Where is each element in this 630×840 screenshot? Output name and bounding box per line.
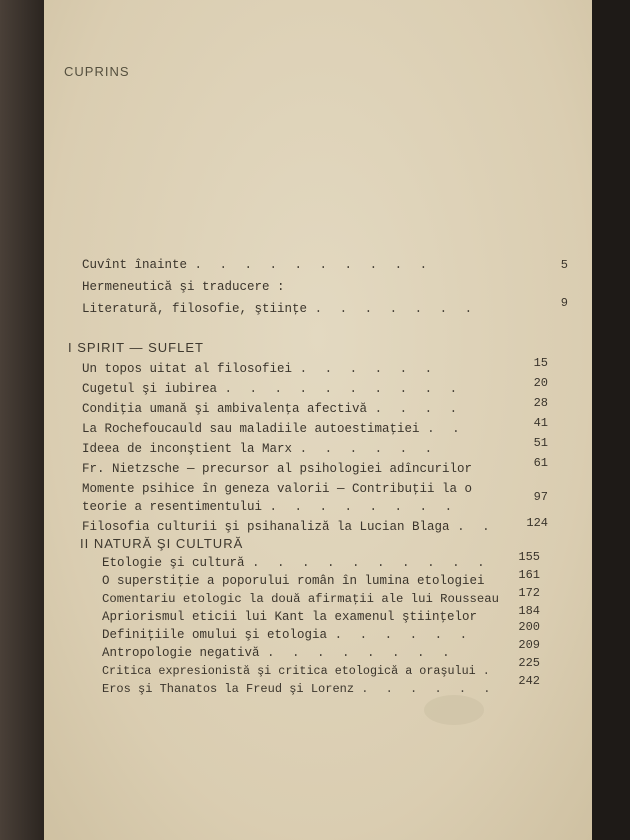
toc-entry-dots: . . . . . . — [361, 682, 496, 696]
toc-entry-page: 200 — [518, 620, 540, 634]
toc-entry-dots: . . . . . . — [334, 628, 473, 642]
toc-entry-title: Fr. Nietzsche — precursor al psihologiei adîncurilor — [82, 462, 473, 476]
toc-entry-dots: . . . . . . . . . . — [252, 556, 490, 570]
toc-entry-page: 225 — [518, 656, 540, 670]
book-page — [44, 0, 592, 840]
toc-entry — [82, 482, 472, 496]
toc-entry-page: 9 — [560, 296, 568, 310]
toc-entry — [82, 462, 472, 476]
toc-entry-dots: . . . . . . — [299, 442, 438, 456]
toc-entry-dots: . . . . . . — [299, 362, 438, 376]
toc-entry-title: teorie a resentimentului — [82, 500, 263, 514]
toc-entry — [102, 682, 495, 696]
toc-entry-dots: . . . . . . . — [314, 302, 478, 316]
toc-entry-title: Momente psihice în geneza valorii — Contribuţii la o — [82, 482, 473, 496]
toc-entry-title: Etologie şi cultură — [102, 556, 245, 570]
toc-entry-page: 61 — [533, 456, 548, 470]
toc-entry-dots: . . — [457, 520, 495, 534]
toc-entry — [82, 382, 462, 396]
toc-entry — [102, 592, 499, 606]
toc-entry-title: Critica expresionistă şi critica etologică a oraşului — [102, 664, 476, 678]
toc-entry-dots: . . . . . . . . . . — [194, 258, 433, 272]
toc-entry — [82, 500, 457, 514]
book-gutter-shadow — [0, 0, 44, 840]
toc-entry-dots: . . . . . . . . . . — [224, 382, 463, 396]
toc-entry-title: Antropologie negativă — [102, 646, 260, 660]
toc-entry-title: Comentariu etologic la două afirmaţii ale lui Rousseau — [102, 592, 499, 606]
toc-entry — [102, 628, 472, 642]
toc-entry-title: Cugetul şi iubirea — [82, 382, 218, 396]
toc-entry — [82, 520, 495, 534]
toc-entry-dots: . . . . — [374, 402, 463, 416]
toc-entry-page: 5 — [560, 258, 568, 272]
toc-entry-title: Un topos uitat al filosofiei — [82, 362, 293, 376]
toc-entry — [102, 556, 490, 570]
toc-entry-page: 155 — [518, 550, 540, 564]
toc-entry-title: O superstiţie a poporului român în lumina etologiei — [102, 574, 485, 588]
toc-entry-page: 20 — [533, 376, 548, 390]
section-heading: II NATURĂ ŞI CULTURĂ — [80, 536, 244, 551]
toc-entry-dots: . . . . . . . . — [267, 646, 455, 660]
toc-entry — [82, 362, 437, 376]
toc-entry-page: 15 — [533, 356, 548, 370]
table-of-contents — [44, 0, 592, 840]
toc-entry-page: 172 — [518, 586, 540, 600]
toc-entry-page: 51 — [533, 436, 548, 450]
toc-entry — [102, 646, 455, 660]
toc-entry-page: 97 — [533, 490, 548, 504]
toc-entry-page: 184 — [518, 604, 540, 618]
toc-entry — [102, 610, 477, 624]
toc-entry-title: Cuvînt înainte — [82, 258, 188, 272]
toc-entry-page: 242 — [518, 674, 540, 688]
toc-entry-page: 41 — [533, 416, 548, 430]
toc-entry — [82, 402, 462, 416]
toc-entry — [82, 442, 437, 456]
toc-entry — [102, 664, 495, 678]
toc-entry-title: La Rochefoucauld sau maladiile autoestimaţiei — [82, 422, 420, 436]
toc-entry-title: Definiţiile omului şi etologia — [102, 628, 328, 642]
toc-entry-title: Hermeneutică şi traducere : — [82, 280, 285, 294]
section-heading: I SPIRIT — SUFLET — [68, 340, 204, 355]
toc-entry-title: Apriorismul eticii lui Kant la examenul ştiinţelor — [102, 610, 478, 624]
toc-entry-title: Condiţia umană şi ambivalenţa afectivă — [82, 402, 368, 416]
toc-entry — [82, 422, 465, 436]
toc-entry-dots: . — [482, 664, 495, 678]
book-edge-shadow — [592, 0, 630, 840]
toc-entry — [82, 258, 432, 272]
toc-entry-dots: . . . . . . . . — [269, 500, 458, 514]
toc-entry-dots: . . — [427, 422, 465, 436]
toc-entry-page: 209 — [518, 638, 540, 652]
toc-entry-title: Eros şi Thanatos la Freud şi Lorenz — [102, 682, 355, 696]
toc-entry-page: 161 — [518, 568, 540, 582]
toc-entry — [102, 574, 485, 588]
page-title: CUPRINS — [64, 64, 130, 79]
toc-entry-title: Filosofia culturii şi psihanaliză la Lucian Blaga — [82, 520, 450, 534]
toc-entry-page: 124 — [526, 516, 548, 530]
toc-entry-page: 28 — [533, 396, 548, 410]
toc-entry — [82, 302, 477, 316]
toc-entry — [82, 280, 285, 294]
toc-entry-title: Literatură, filosofie, ştiinţe — [82, 302, 308, 316]
toc-entry-title: Ideea de inconştient la Marx — [82, 442, 293, 456]
